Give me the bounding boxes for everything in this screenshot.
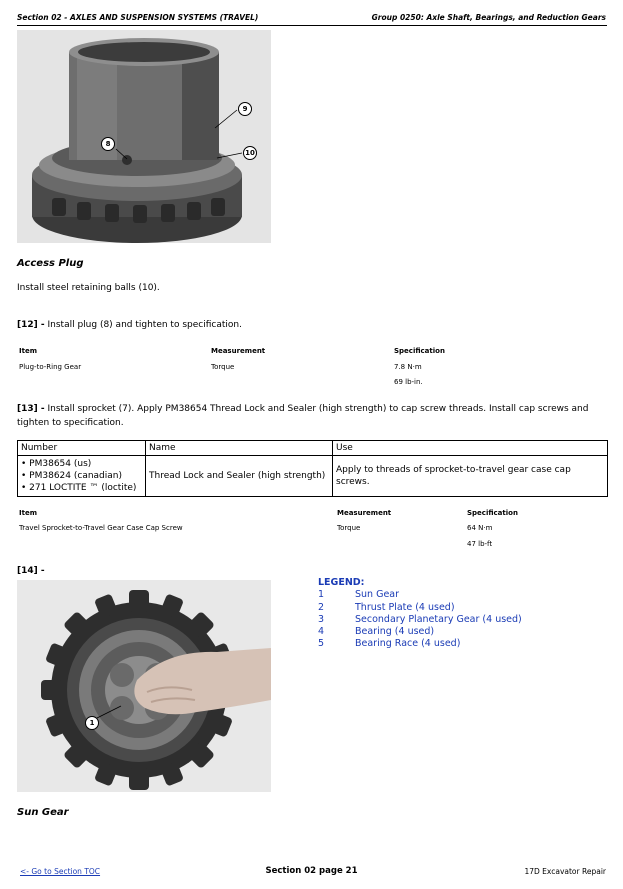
table-header-name: Name [146, 441, 333, 456]
legend-item [318, 602, 522, 614]
table-cell-name: Thread Lock and Sealer (high strength) [146, 456, 333, 497]
legend-number: 1 [318, 589, 325, 601]
legend-label: Bearing Race (4 used) [355, 638, 461, 650]
legend-item [318, 614, 522, 626]
step-14-label: [14] - [17, 566, 45, 576]
spec13-header-measurement: Measurement [337, 509, 392, 517]
spec13-header-specification: Specification [467, 509, 518, 517]
section-title-sun-gear: Sun Gear [17, 807, 69, 818]
step-12-label: [12] - [17, 320, 45, 330]
legend-label: Thrust Plate (4 used) [355, 601, 455, 613]
step-13 [17, 402, 588, 416]
sealant-table [17, 440, 608, 497]
part-number-canadian: • PM38624 (canadian) [21, 471, 122, 481]
step-12-text: Install plug (8) and tighten to specification. [47, 320, 242, 330]
spec13-header-item: Item [19, 509, 37, 517]
spec12-value-imperial: 69 lb-in. [394, 378, 423, 386]
step-12 [17, 318, 242, 332]
legend-label: Secondary Planetary Gear (4 used) [355, 613, 522, 625]
spec12-item: Plug-to-Ring Gear [19, 363, 82, 371]
legend-number: 2 [318, 601, 325, 613]
table-cell-use: Apply to threads of sprocket-to-travel gear case cap screws. [333, 456, 608, 497]
table-header-number: Number [18, 441, 146, 456]
footer-manual-title: 17D Excavator Repair [524, 867, 606, 876]
legend-title: LEGEND: [318, 577, 365, 588]
part-number-loctite: • 271 LOCTITE ™ (loctite) [21, 483, 137, 493]
spec12-header-specification: Specification [394, 347, 445, 355]
legend-item [318, 626, 522, 638]
callout-1: 1 [85, 716, 99, 730]
legend-item [318, 589, 522, 601]
step-13-label: [13] - [17, 404, 45, 414]
legend-label: Bearing (4 used) [355, 626, 435, 638]
callout-8: 8 [101, 137, 115, 151]
header-divider [17, 25, 607, 26]
callout-10: 10 [243, 146, 257, 160]
legend-number: 5 [318, 638, 325, 650]
footer-page-number: Section 02 page 21 [265, 866, 358, 876]
step-13-text-cont: tighten to specification. [17, 418, 124, 428]
part-number-us: • PM38654 (us) [21, 459, 92, 469]
spec12-value-metric: 7.8 N·m [394, 363, 422, 371]
header-section-title: Section 02 - AXLES AND SUSPENSION SYSTEMS (TRAVEL) [17, 13, 259, 22]
section-title-access-plug: Access Plug [17, 258, 84, 269]
legend-item [318, 638, 522, 650]
access-plug-instruction: Install steel retaining balls (10). [17, 283, 160, 293]
spec13-item: Travel Sprocket-to-Travel Gear Case Cap Screw [19, 524, 183, 532]
spec13-value-metric: 64 N·m [467, 524, 493, 532]
spec12-measurement: Torque [211, 363, 235, 371]
spec12-header-item: Item [19, 347, 37, 355]
callout-9: 9 [238, 102, 252, 116]
sprocket-photo [17, 580, 271, 792]
table-cell-numbers [18, 456, 146, 497]
table-row [18, 456, 608, 497]
legend-number: 4 [318, 626, 325, 638]
spec13-measurement: Torque [337, 524, 361, 532]
spec13-value-imperial: 47 lb-ft [467, 540, 493, 548]
legend-label: Sun Gear [355, 589, 400, 601]
sprocket-illustration [17, 580, 271, 792]
gear-case-illustration [17, 30, 271, 243]
step-13-text: Install sprocket (7). Apply PM38654 Thread Lock and Sealer (high strength) to cap screw threads. Install cap screws and [47, 404, 589, 414]
spec12-header-measurement: Measurement [211, 347, 266, 355]
table-header-use: Use [333, 441, 608, 456]
gear-case-photo [17, 30, 271, 243]
legend-number: 3 [318, 613, 325, 625]
go-to-section-toc-link[interactable]: <- Go to Section TOC [20, 867, 101, 876]
legend [318, 577, 522, 651]
table-header-row [18, 441, 608, 456]
header-group-title: Group 0250: Axle Shaft, Bearings, and Reduction Gears [371, 13, 606, 22]
